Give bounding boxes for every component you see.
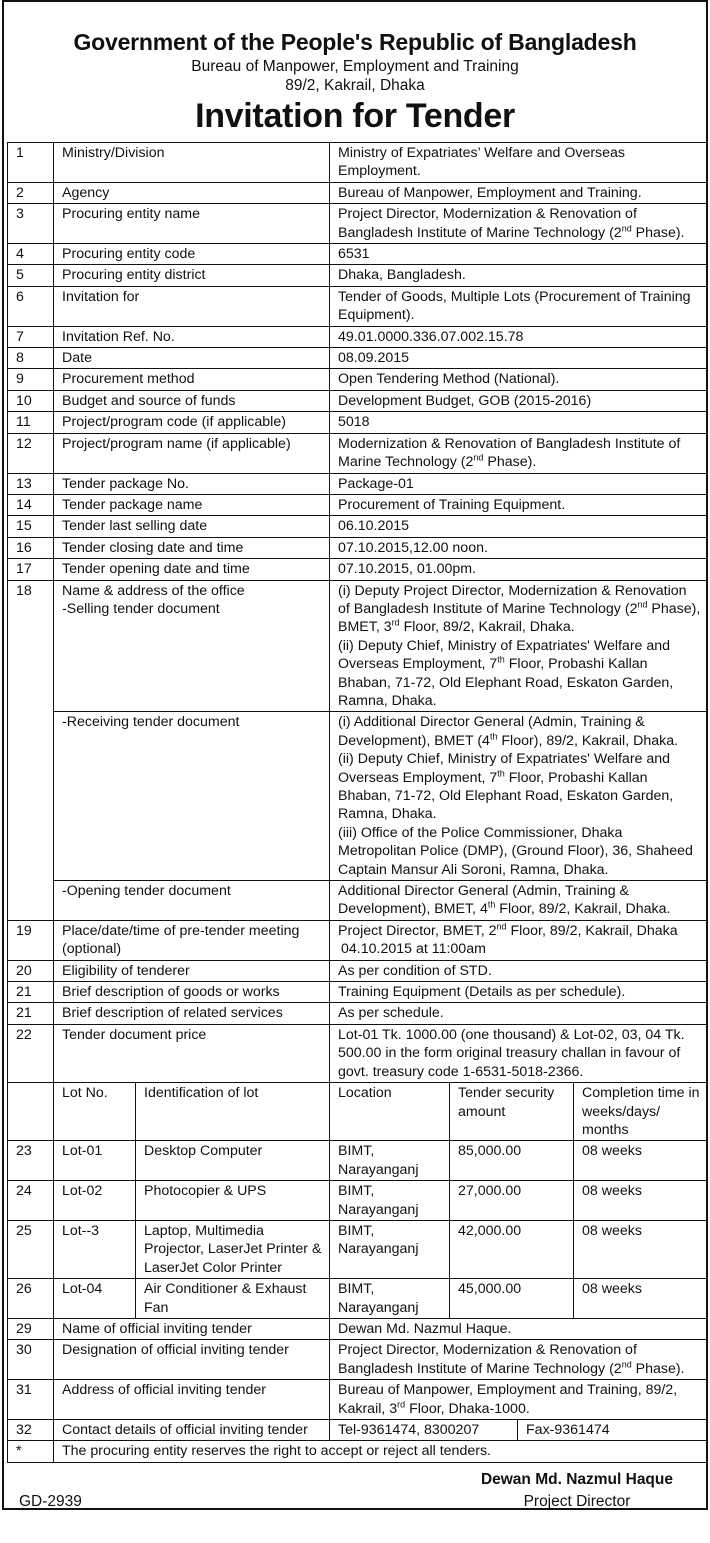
row-label: Procuring entity code: [54, 244, 330, 265]
table-row: [8, 326, 708, 347]
lot-security-amount: 45,000.00: [450, 1279, 574, 1319]
row-value: Modernization & Renovation of Bangladesh Institute of Marine Technology (2nd Phase).: [330, 433, 708, 473]
row-value: 08.09.2015: [330, 348, 708, 369]
table-row: [8, 982, 708, 1003]
lot-completion-time: 08 weeks: [574, 1141, 708, 1181]
table-row: [8, 580, 708, 712]
row-value: Ministry of Expatriates’ Welfare and Overseas Employment.: [330, 143, 708, 183]
tender-table: [7, 142, 708, 1463]
row-label: Agency: [54, 182, 330, 203]
table-row: [8, 286, 708, 326]
lot-identification: Laptop, Multimedia Projector, LaserJet Printer & LaserJet Color Printer: [136, 1220, 330, 1278]
row-label: Brief description of goods or works: [54, 982, 330, 1003]
table-row: [8, 881, 708, 921]
row-number: *: [8, 1441, 54, 1462]
row-value: As per condition of STD.: [330, 960, 708, 981]
table-row: [8, 348, 708, 369]
row-number: 12: [8, 433, 54, 473]
selling-offices: [330, 580, 708, 712]
notice-header: [7, 29, 703, 136]
row-value: 06.10.2015: [330, 516, 708, 537]
row-label: Procuring entity district: [54, 265, 330, 286]
column-header: Tender security amount: [450, 1083, 574, 1141]
selling-office-1: (i) Deputy Project Director, Modernization & Renovation of Bangladesh Institute of Marine Technology (2nd Phase), BMET, 3rd Floor, 89/2, Kakrail, Dhaka.: [338, 582, 701, 636]
row-value: Bureau of Manpower, Employment and Training.: [330, 182, 708, 203]
lot-identification: Air Conditioner & Exhaust Fan: [136, 1279, 330, 1319]
lot-completion-time: 08 weeks: [574, 1181, 708, 1221]
row-label: Invitation for: [54, 286, 330, 326]
row-label: Designation of official inviting tender: [54, 1340, 330, 1380]
row-label: Project/program code (if applicable): [54, 412, 330, 433]
table-row: [8, 1380, 708, 1420]
table-row: [8, 182, 708, 203]
lot-completion-time: 08 weeks: [574, 1220, 708, 1278]
row-number: 10: [8, 390, 54, 411]
table-row: [8, 433, 708, 473]
page-title: Invitation for Tender: [195, 97, 515, 135]
bureau-name: Bureau of Manpower, Employment and Training: [191, 58, 519, 75]
signer-name: Dewan Md. Nazmul Haque: [480, 1470, 673, 1488]
lot-location: BIMT, Narayanganj: [330, 1141, 450, 1181]
disclaimer-note: The procuring entity reserves the right to accept or reject all tenders.: [54, 1441, 708, 1462]
column-header: Location: [330, 1083, 450, 1141]
row-number: 6: [8, 286, 54, 326]
lot-number: Lot-04: [54, 1279, 136, 1319]
row-value: 07.10.2015, 01.00pm.: [330, 559, 708, 580]
row-value: Bureau of Manpower, Employment and Training, 89/2, Kakrail, 3rd Floor, Dhaka-1000.: [330, 1380, 708, 1420]
row-value: Project Director, Modernization & Renovation of Bangladesh Institute of Marine Technology (2nd Phase).: [330, 204, 708, 244]
table-row: [8, 265, 708, 286]
row-value: 49.01.0000.336.07.002.15.78: [330, 326, 708, 347]
row-label: Eligibility of tenderer: [54, 960, 330, 981]
selling-label: -Selling tender document: [62, 600, 220, 617]
table-row: [8, 559, 708, 580]
row-number: 19: [8, 920, 54, 960]
signature-block: [481, 1469, 673, 1513]
row-label: Procurement method: [54, 369, 330, 390]
row-label: [54, 580, 330, 712]
table-row: [8, 369, 708, 390]
lot-number: Lot-02: [54, 1181, 136, 1221]
contact-fax: Fax-9361474: [518, 1420, 708, 1441]
row-number: 21: [8, 1003, 54, 1024]
row-label: Tender last selling date: [54, 516, 330, 537]
row-number: 3: [8, 204, 54, 244]
table-row: [8, 712, 708, 881]
lot-number: Lot--3: [54, 1220, 136, 1278]
row-number: 2: [8, 182, 54, 203]
row-label: Place/date/time of pre-tender meeting (optional): [54, 920, 330, 960]
row-number: 25: [8, 1220, 54, 1278]
row-number: 20: [8, 960, 54, 981]
row-number: 23: [8, 1141, 54, 1181]
row-value: Tender of Goods, Multiple Lots (Procurement of Training Equipment).: [330, 286, 708, 326]
table-row: [8, 960, 708, 981]
table-row: [8, 143, 708, 183]
lot-row: [8, 1279, 708, 1319]
row-number: 11: [8, 412, 54, 433]
opening-label: -Opening tender document: [54, 881, 330, 921]
receiving-label: -Receiving tender document: [54, 712, 330, 881]
receiving-office-3: (iii) Office of the Police Commissioner, Dhaka Metropolitan Police (DMP), (Ground Floor), 36, Shaheed Captain Mansur Ali Soroni, Ramna, Dhaka.: [338, 824, 693, 878]
table-row: [8, 473, 708, 494]
receiving-offices: [330, 712, 708, 881]
row-label: Procuring entity name: [54, 204, 330, 244]
contact-tel: Tel-9361474, 8300207: [330, 1420, 518, 1441]
lot-identification: Photocopier & UPS: [136, 1181, 330, 1221]
row-label: Tender closing date and time: [54, 537, 330, 558]
row-number: 31: [8, 1380, 54, 1420]
lot-row: [8, 1181, 708, 1221]
table-row: [8, 1318, 708, 1339]
row-number: 1: [8, 143, 54, 183]
lot-location: BIMT, Narayanganj: [330, 1279, 450, 1319]
lot-header-row: [8, 1083, 708, 1141]
row-number: 16: [8, 537, 54, 558]
row-label: Name of official inviting tender: [54, 1318, 330, 1339]
row-label: Tender package No.: [54, 473, 330, 494]
lot-security-amount: 27,000.00: [450, 1181, 574, 1221]
row-label: Brief description of related services: [54, 1003, 330, 1024]
table-row: [8, 1420, 708, 1441]
row-label: Address of official inviting tender: [54, 1380, 330, 1420]
row-number: 8: [8, 348, 54, 369]
signer-title: Project Director: [523, 1492, 631, 1510]
row-number: 18: [8, 580, 54, 920]
row-value: Dhaka, Bangladesh.: [330, 265, 708, 286]
row-number: 21: [8, 982, 54, 1003]
lot-location: BIMT, Narayanganj: [330, 1220, 450, 1278]
table-row: [8, 537, 708, 558]
gd-number: GD-2939: [19, 1492, 82, 1510]
government-title: Government of the People's Republic of Bangladesh: [73, 29, 637, 55]
column-header: Lot No.: [54, 1083, 136, 1141]
table-row: [8, 412, 708, 433]
row-number: 26: [8, 1279, 54, 1319]
table-row: [8, 516, 708, 537]
column-header: Completion time in weeks/days/ months: [574, 1083, 708, 1141]
column-header: Identification of lot: [136, 1083, 330, 1141]
receiving-office-1: (i) Additional Director General (Admin, Training & Development), BMET (4th Floor), 89/2, Kakrail, Dhaka.: [338, 714, 679, 749]
row-number: 5: [8, 265, 54, 286]
row-value: Open Tendering Method (National).: [330, 369, 708, 390]
bureau-address: 89/2, Kakrail, Dhaka: [285, 77, 425, 94]
row-number: 24: [8, 1181, 54, 1221]
table-row: [8, 244, 708, 265]
row-value: Development Budget, GOB (2015-2016): [330, 390, 708, 411]
row-number: [8, 1083, 54, 1141]
lot-completion-time: 08 weeks: [574, 1279, 708, 1319]
row-label: Ministry/Division: [54, 143, 330, 183]
row-number: 14: [8, 494, 54, 515]
table-row: [8, 920, 708, 960]
lot-security-amount: 85,000.00: [450, 1141, 574, 1181]
row-label: Project/program name (if applicable): [54, 433, 330, 473]
notice-footer: [7, 1463, 703, 1543]
row-label: Invitation Ref. No.: [54, 326, 330, 347]
table-row: [8, 494, 708, 515]
receiving-office-2: (ii) Deputy Chief, Ministry of Expatriates' Welfare and Overseas Employment, 7th Floor, Probashi Kallan Bhaban, 71-72, Old Elephant Road, Eskaton Garden, Ramna, Dhaka.: [338, 751, 674, 823]
selling-office-2: (ii) Deputy Chief, Ministry of Expatriates' Welfare and Overseas Employment, 7th Floor, Probashi Kallan Bhaban, 71-72, Old Elephant Road, Eskaton Garden, Ramna, Dhaka.: [338, 637, 674, 709]
lot-number: Lot-01: [54, 1141, 136, 1181]
row-value: 6531: [330, 244, 708, 265]
row-value: Project Director, Modernization & Renovation of Bangladesh Institute of Marine Technology (2nd Phase).: [330, 1340, 708, 1380]
table-row: [8, 204, 708, 244]
row-label: Tender opening date and time: [54, 559, 330, 580]
table-row: [8, 390, 708, 411]
meeting-datetime: 04.10.2015 at 11:00am: [341, 941, 486, 958]
lot-security-amount: 42,000.00: [450, 1220, 574, 1278]
row-number: 32: [8, 1420, 54, 1441]
row-value: As per schedule.: [330, 1003, 708, 1024]
row-number: 13: [8, 473, 54, 494]
office-heading: Name & address of the office: [62, 582, 245, 599]
row-label: Date: [54, 348, 330, 369]
row-number: 15: [8, 516, 54, 537]
row-number: 29: [8, 1318, 54, 1339]
row-value: 07.10.2015,12.00 noon.: [330, 537, 708, 558]
row-number: 9: [8, 369, 54, 390]
lot-row: [8, 1141, 708, 1181]
row-label: Tender document price: [54, 1024, 330, 1082]
row-number: 7: [8, 326, 54, 347]
row-value: Lot-01 Tk. 1000.00 (one thousand) & Lot-02, 03, 04 Tk. 500.00 in the form original treasury challan in favour of govt. treasury code 1-6531-5018-2366.: [330, 1024, 708, 1082]
row-number: 17: [8, 559, 54, 580]
tender-notice: [2, 0, 708, 1510]
opening-office: Additional Director General (Admin, Training & Development), BMET, 4th Floor, 89/2, Kakrail, Dhaka.: [330, 881, 708, 921]
row-number: 30: [8, 1340, 54, 1380]
lot-identification: Desktop Computer: [136, 1141, 330, 1181]
row-value: Training Equipment (Details as per schedule).: [330, 982, 708, 1003]
row-label: Contact details of official inviting tender: [54, 1420, 330, 1441]
lot-location: BIMT, Narayanganj: [330, 1181, 450, 1221]
row-value: Project Director, BMET, 2nd Floor, 89/2, Kakrail, Dhaka 04.10.2015 at 11:00am: [330, 920, 708, 960]
table-row: [8, 1441, 708, 1462]
table-row: [8, 1024, 708, 1082]
row-label: Tender package name: [54, 494, 330, 515]
row-value: Package-01: [330, 473, 708, 494]
row-value: Procurement of Training Equipment.: [330, 494, 708, 515]
row-number: 4: [8, 244, 54, 265]
table-row: [8, 1340, 708, 1380]
row-value: 5018: [330, 412, 708, 433]
lot-row: [8, 1220, 708, 1278]
row-label: Budget and source of funds: [54, 390, 330, 411]
row-number: 22: [8, 1024, 54, 1082]
row-value: Dewan Md. Nazmul Haque.: [330, 1318, 708, 1339]
table-row: [8, 1003, 708, 1024]
